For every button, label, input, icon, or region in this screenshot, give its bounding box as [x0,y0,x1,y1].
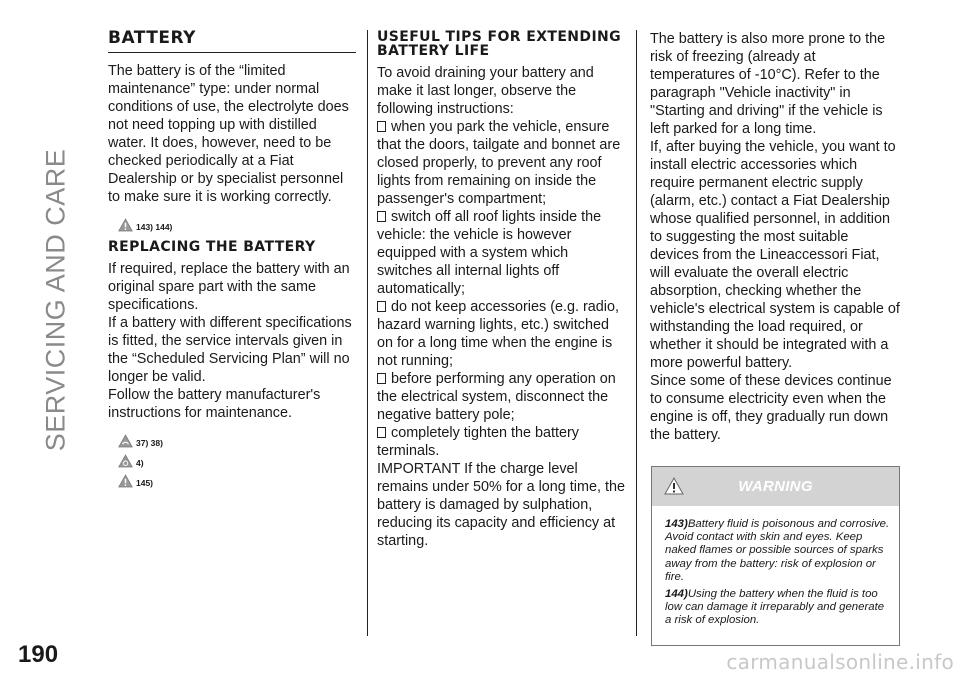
tips-intro-paragraph: To avoid draining your battery and make it last longer, observe the following instructions: [377,65,594,117]
heading-replacing-battery: REPLACING THE BATTERY [108,239,316,255]
column-divider [636,30,637,636]
warning-refs-2 [118,428,356,488]
replace-paragraph: Follow the battery manufacturer's instructions for maintenance. [108,387,321,421]
tip-bullet [377,298,625,370]
warning-ref-row [118,428,356,448]
page-number: 190 [18,641,59,668]
checkbox-bullet-icon [377,427,386,438]
tip-text: switch off all roof lights inside the vehicle: the vehicle is however equipped with a system which switches all internal lights off automatically; [377,209,602,297]
tip-text: when you park the vehicle, ensure that the doors, tailgate and bonnet are closed properly, to prevent any roof lights from remaining on inside the passenger's compartment; [377,119,621,207]
warning-ref-row [118,448,356,468]
checkbox-bullet-icon [377,121,386,132]
warning-ref-numbers: 145) [136,478,154,488]
warning-ref-row [118,212,356,232]
warning-item-number: 144) [665,588,688,601]
tip-bullet [377,208,625,298]
warning-title: WARNING [738,478,813,495]
environment-triangle-icon [118,454,133,468]
checkbox-bullet-icon [377,301,386,312]
warning-refs-1 [118,212,356,232]
battery-intro-paragraph: The battery is of the “limited maintenance” type: under normal conditions of use, the electrolyte does not need topping up with distilled water. It does, however, need to be checked periodically at a Fiat Dealership or by specialist personnel to make sure it is working correctly. [108,63,349,205]
watermark: carmanualsonline.info [726,650,954,674]
freezing-paragraph: The battery is also more prone to the risk of freezing (already at temperatures of -10°C). Refer to the paragraph "Vehicle inactivity" in "Starting and driving" if the vehicle is left parked for a long time. [650,31,886,137]
warning-item-text: Using the battery when the fluid is too low can damage it irreparably and generate a risk of explosion. [665,588,885,627]
checkbox-bullet-icon [377,211,386,222]
tip-text: completely tighten the battery terminals. [377,425,579,459]
warning-item [665,518,893,584]
tip-bullet [377,424,625,460]
heading-battery: BATTERY [108,30,356,53]
replace-paragraph: If required, replace the battery with an original spare part with the same specifications. [108,261,350,313]
tip-bullet [377,370,625,424]
tip-bullet [377,118,625,208]
warning-box-header [652,467,899,506]
caution-triangle-icon [118,434,133,448]
section-side-tab: SERVICING AND CARE [40,148,71,452]
column-divider [367,30,368,636]
tip-text: do not keep accessories (e.g. radio, hazard warning lights, etc.) switched on for a long time when the engine is not running; [377,299,619,369]
column-continued [650,30,900,444]
warning-ref-numbers: 37) 38) [136,438,163,448]
checkbox-bullet-icon [377,373,386,384]
accessories-paragraph: If, after buying the vehicle, you want to install electric accessories which require permanent electric supply (alarm, etc.) contact a Fiat Dealership whose qualified personnel, in addition to suggesting the most suitable devices from the Lineaccessori Fiat, will evaluate the overall electric absorption, checking whether the vehicle's electrical system is capable of withstanding the load required, or whether it should be integrated with a more powerful battery. [650,139,900,371]
warning-item [665,588,893,628]
warning-box [651,466,900,646]
warning-item-number: 143) [665,518,688,530]
drain-paragraph: Since some of these devices continue to consume electricity even when the engine is off, they gradually run down the battery. [650,373,892,443]
warning-ref-numbers: 143) 144) [136,222,173,232]
column-battery [108,30,356,496]
warning-body [652,506,899,628]
heading-useful-tips: USEFUL TIPS FOR EXTENDING BATTERY LIFE [377,29,622,59]
replace-paragraph: If a battery with different specifications is fitted, the service intervals given in the “Scheduled Servicing Plan” will no longer be valid. [108,315,352,385]
warning-triangle-icon [118,218,133,232]
tip-text: before performing any operation on the electrical system, disconnect the negative battery pole; [377,371,616,423]
column-tips [377,30,625,550]
warning-triangle-icon [118,474,133,488]
warning-item-text: Battery fluid is poisonous and corrosive. Avoid contact with skin and eyes. Keep naked flames or possible sources of sparks away from the battery: risk of explosion or fire. [665,518,890,583]
warning-ref-row [118,468,356,488]
important-note: IMPORTANT If the charge level remains under 50% for a long time, the battery is damaged by sulphation, reducing its capacity and efficiency at starting. [377,461,625,549]
warning-ref-numbers: 4) [136,458,144,468]
warning-triangle-icon [664,477,684,495]
